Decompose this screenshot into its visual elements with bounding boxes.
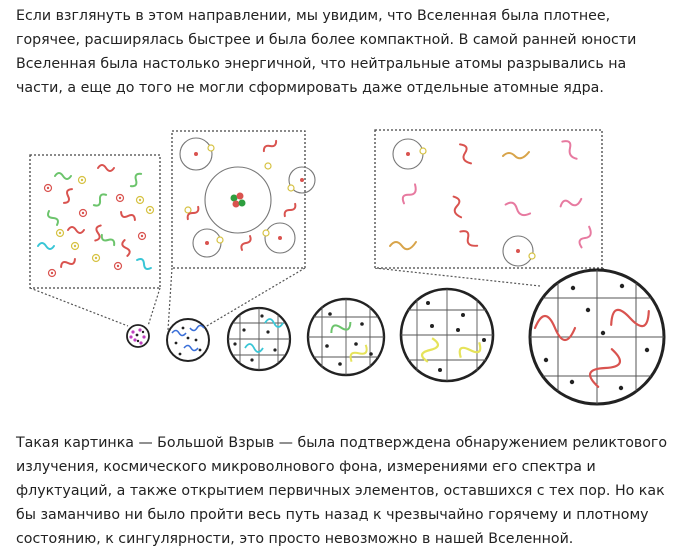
panel-neutral-atoms [375,130,602,268]
expansion-stage-1 [127,325,149,347]
paragraph-big-bang: Такая картинка — Большой Взрыв — была подтверждена обнаружением реликтового излучения, космического микроволнового фона, измерениями его спектра и флуктуаций, а также открытием первичных элементов, оставшихся с тех пор. Но как бы заманчиво ни было пройти весь путь назад к чрезвычайно горячему и плотному состоянию, к сингулярности, это просто невозможно в нашей Вселенной. [16,435,668,547]
expansion-stage-4 [308,299,384,375]
expansion-stage-3 [228,308,290,370]
expansion-stage-2 [167,319,209,361]
universe-expansion-illustration [0,118,685,418]
expansion-stage-6 [530,270,664,404]
paragraph-intro: Если взглянуть в этом направлении, мы увидим, что Вселенная была плотнее, горячее, расширялась быстрее и была более компактной. В самой ранней юности Вселенная была настолько энергичной, что нейтральные атомы разрывались на части, а еще до того не могли сформировать даже отдельные атомные ядра. [16,8,637,96]
panel-atoms-forming [172,131,315,268]
panel-plasma [30,155,160,288]
expansion-stage-5 [401,289,493,381]
